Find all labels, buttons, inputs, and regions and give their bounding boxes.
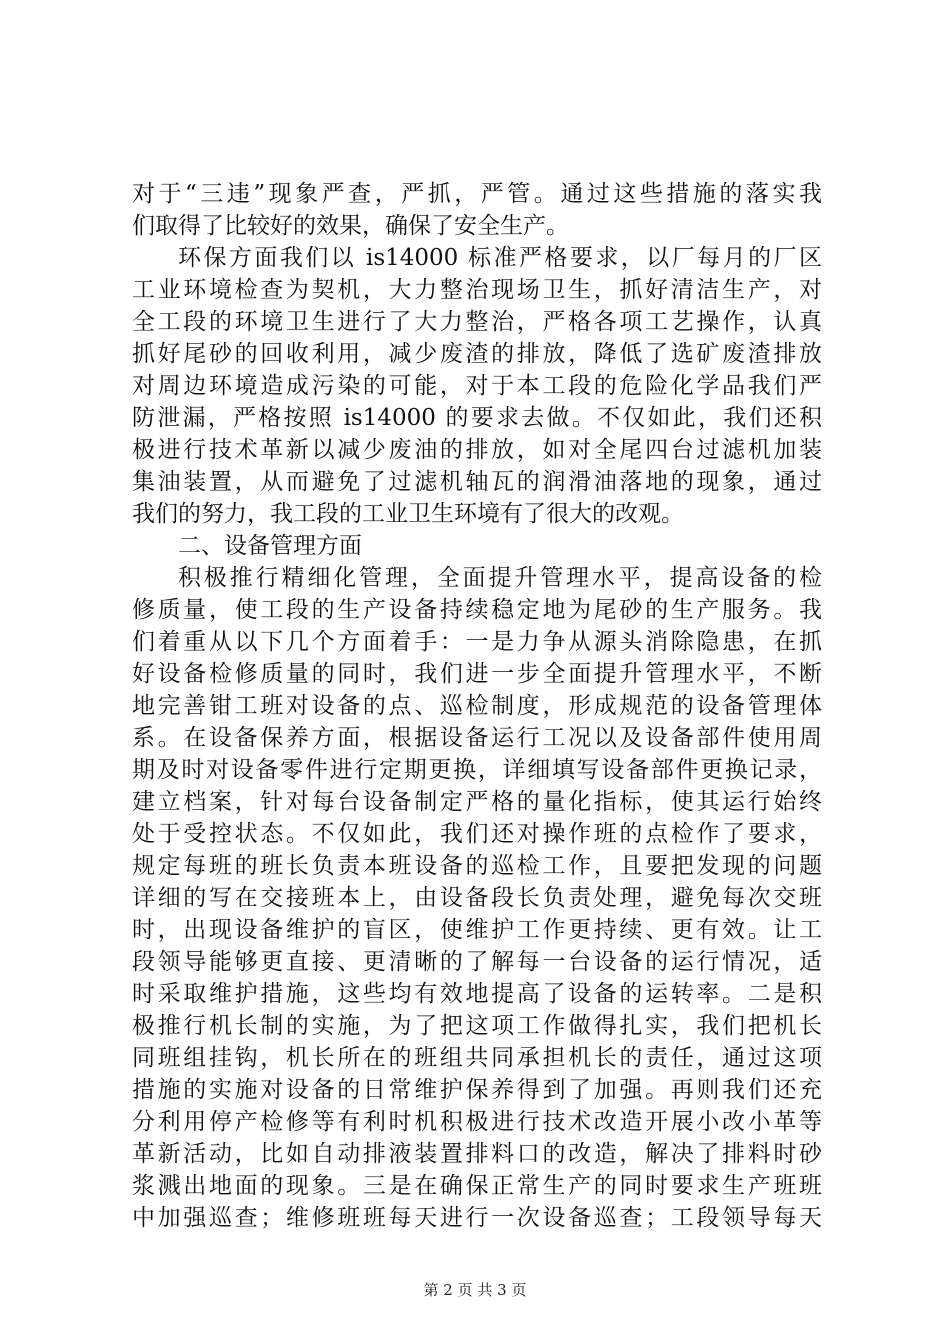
text-line: 二、设备管理方面 — [178, 533, 362, 559]
text-line: 们着重从以下几个方面着手：一是力争从源头消除隐患，在抓 — [132, 629, 822, 655]
text-line: 同班组挂钩，机长所在的班组共同承担机长的责任，通过这项 — [132, 1045, 822, 1071]
text-line: 中加强巡查；维修班班每天进行一次设备巡查；工段领导每天 — [132, 1205, 822, 1231]
text-line: 极推行机长制的实施，为了把这项工作做得扎实，我们把机长 — [132, 1013, 822, 1039]
text-line: 处于受控状态。不仅如此，我们还对操作班的点检作了要求， — [132, 821, 822, 847]
text-line: 时采取维护措施，这些均有效地提高了设备的运转率。二是积 — [132, 981, 822, 1007]
text-line: 对周边环境造成污染的可能，对于本工段的危险化学品我们严 — [132, 373, 822, 399]
document-body — [132, 178, 822, 1234]
text-line: 对于“三违”现象严查，严抓，严管。通过这些措施的落实我 — [132, 181, 822, 207]
text-line: 们取得了比较好的效果，确保了安全生产。 — [132, 213, 569, 239]
text-line: 地完善钳工班对设备的点、巡检制度，形成规范的设备管理体 — [132, 693, 822, 719]
text-line: 防泄漏，严格按照 is14000 的要求去做。不仅如此，我们还积 — [132, 405, 822, 431]
text-line: 环保方面我们以 is14000 标准严格要求，以厂每月的厂区 — [178, 245, 822, 271]
text-line: 好设备检修质量的同时，我们进一步全面提升管理水平，不断 — [132, 661, 822, 687]
text-line: 分利用停产检修等有利时机积极进行技术改造开展小改小革等 — [132, 1109, 822, 1135]
text-line: 期及时对设备零件进行定期更换，详细填写设备部件更换记录， — [132, 757, 822, 783]
text-line: 措施的实施对设备的日常维护保养得到了加强。再则我们还充 — [132, 1077, 822, 1103]
text-line: 系。在设备保养方面，根据设备运行工况以及设备部件使用周 — [132, 725, 822, 751]
text-line: 极进行技术革新以减少废油的排放，如对全尾四台过滤机加装 — [132, 437, 822, 463]
text-line: 段领导能够更直接、更清晰的了解每一台设备的运行情况，适 — [132, 949, 822, 975]
text-line: 革新活动，比如自动排液装置排料口的改造，解决了排料时砂 — [132, 1141, 822, 1167]
page-footer: 第 2 页 共 3 页 — [423, 1281, 527, 1299]
text-line: 我们的努力，我工段的工业卫生环境有了很大的改观。 — [132, 501, 684, 527]
text-line: 积极推行精细化管理，全面提升管理水平，提高设备的检 — [178, 565, 822, 591]
text-line: 浆溅出地面的现象。三是在确保正常生产的同时要求生产班班 — [132, 1173, 822, 1199]
text-line: 抓好尾砂的回收利用，减少废渣的排放，降低了选矿废渣排放 — [132, 341, 822, 367]
text-line: 修质量，使工段的生产设备持续稳定地为尾砂的生产服务。我 — [132, 597, 822, 623]
text-line: 集油装置，从而避免了过滤机轴瓦的润滑油落地的现象，通过 — [132, 469, 822, 495]
text-line: 全工段的环境卫生进行了大力整治，严格各项工艺操作，认真 — [132, 309, 822, 335]
text-line: 工业环境检查为契机，大力整治现场卫生，抓好清洁生产，对 — [132, 277, 822, 303]
text-line: 详细的写在交接班本上，由设备段长负责处理，避免每次交班 — [132, 885, 822, 911]
text-line: 建立档案，针对每台设备制定严格的量化指标，使其运行始终 — [132, 789, 822, 815]
text-line: 时，出现设备维护的盲区，使维护工作更持续、更有效。让工 — [132, 917, 822, 943]
text-line: 规定每班的班长负责本班设备的巡检工作，且要把发现的问题 — [132, 853, 822, 879]
